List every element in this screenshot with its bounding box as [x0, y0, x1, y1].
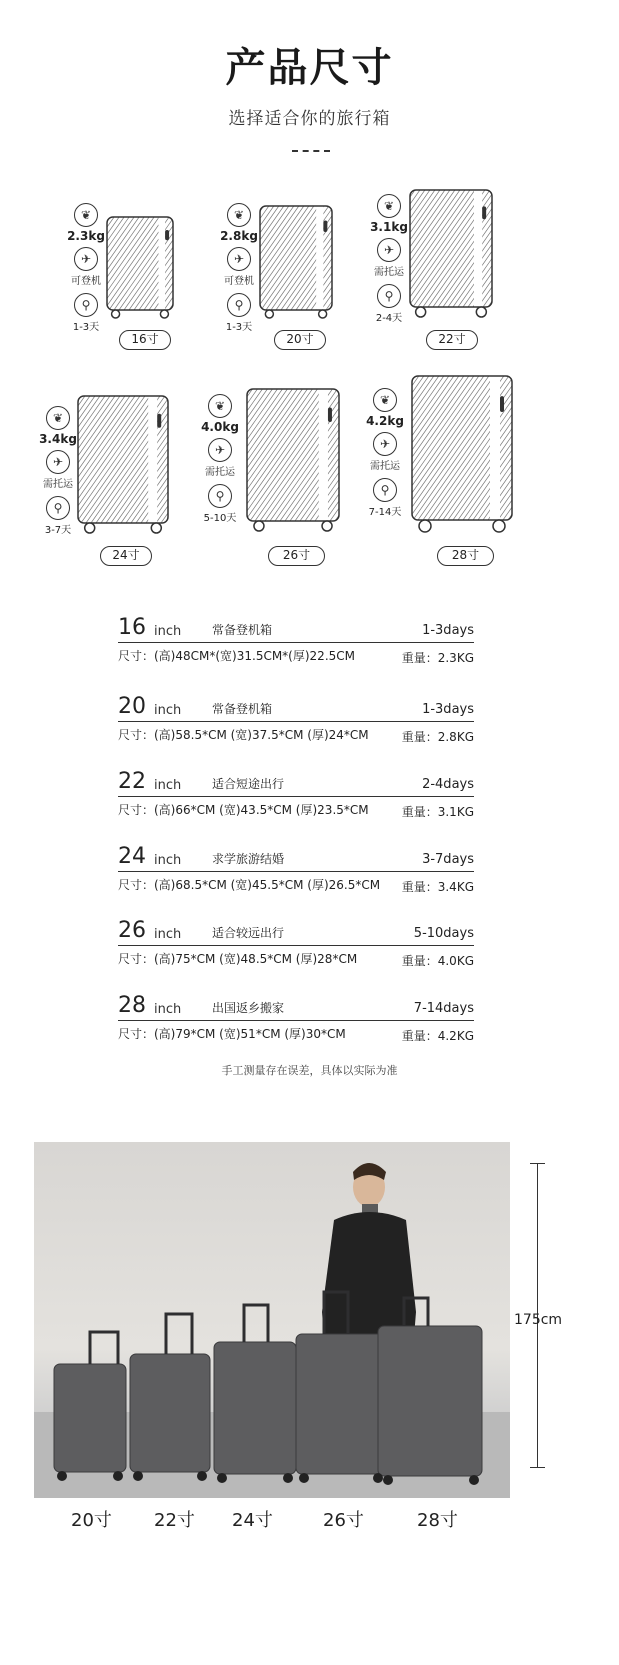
spec-header: [118, 695, 474, 722]
leaf-weight-icon: ❦: [46, 406, 70, 430]
luggage-weight: 4.0kg: [201, 420, 239, 434]
height-scale-bottom-tick: [530, 1467, 545, 1468]
spec-dimensions: 尺寸：(高)66*CM (宽)43.5*CM (厚)23.5*CM: [118, 803, 369, 817]
leaf-weight-icon: ❦: [227, 203, 251, 227]
luggage-days: 1-3天: [72, 322, 100, 333]
spec-usage: 常备登机箱: [212, 702, 273, 716]
spec-usage: 出国返乡搬家: [212, 1001, 285, 1015]
luggage-cart-icon: ✈: [373, 432, 397, 456]
leaf-weight-icon: ❦: [373, 388, 397, 412]
luggage-days: 3-7天: [44, 525, 72, 536]
leaf-weight-icon: ❦: [208, 394, 232, 418]
photo-size-label: 28寸: [417, 1510, 458, 1531]
spec-size: 22: [118, 769, 146, 794]
leaf-weight-icon: ❦: [377, 194, 401, 218]
traveler-icon: ⚲: [373, 478, 397, 502]
size-pill: 16寸: [119, 330, 171, 350]
spec-size: 16: [118, 615, 146, 640]
spec-unit: inch: [154, 1002, 182, 1017]
photo-size-label: 22寸: [154, 1510, 195, 1531]
spec-weight: 重量：3.1KG: [401, 805, 474, 819]
luggage-days: 7-14天: [368, 507, 402, 518]
luggage-type: 需托运: [374, 267, 404, 278]
traveler-icon: ⚲: [377, 284, 401, 308]
luggage-type: 可登机: [71, 276, 101, 287]
spec-weight: 重量：2.3KG: [401, 651, 474, 665]
luggage-type: 可登机: [224, 276, 254, 287]
spec-days: 3-7days: [422, 852, 474, 867]
spec-unit: inch: [154, 703, 182, 718]
luggage-type: 需托运: [370, 461, 400, 472]
luggage-days: 1-3天: [225, 322, 253, 333]
spec-header: [118, 994, 474, 1021]
height-scale-top-tick: [530, 1163, 545, 1164]
spec-usage: 适合短途出行: [212, 777, 285, 791]
measurement-note: 手工测量存在误差，具体以实际为准: [221, 1064, 398, 1077]
luggage-weight: 3.4kg: [39, 432, 77, 446]
spec-header: [118, 845, 474, 872]
luggage-days: 5-10天: [203, 513, 237, 524]
spec-weight: 重量：3.4KG: [401, 880, 474, 894]
luggage-info: [365, 388, 405, 518]
photo-size-label: 26寸: [323, 1510, 364, 1531]
size-pill: 24寸: [100, 546, 152, 566]
spec-usage: 求学旅游结婚: [212, 852, 285, 866]
luggage-type: 需托运: [205, 467, 235, 478]
height-label: 175cm: [514, 1312, 563, 1328]
spec-details: [118, 797, 474, 819]
spec-weight: 重量：4.2KG: [401, 1029, 474, 1043]
luggage-info: [38, 406, 78, 536]
luggage-weight: 2.8kg: [220, 229, 258, 243]
spec-details: [118, 1021, 474, 1043]
size-pill: 26寸: [268, 546, 325, 566]
spec-row: [118, 616, 474, 665]
traveler-icon: ⚲: [227, 293, 251, 317]
spec-header: [118, 919, 474, 946]
spec-unit: inch: [154, 853, 182, 868]
spec-details: [118, 872, 474, 894]
luggage-lineup-photo: [34, 1142, 510, 1498]
spec-row: [118, 845, 474, 894]
spec-usage: 适合较远出行: [212, 926, 285, 940]
spec-days: 7-14days: [413, 1001, 474, 1016]
luggage-cart-icon: ✈: [74, 247, 98, 271]
traveler-icon: ⚲: [46, 496, 70, 520]
spec-dimensions: 尺寸：(高)58.5*CM (宽)37.5*CM (厚)24*CM: [118, 728, 369, 742]
spec-dimensions: 尺寸：(高)75*CM (宽)48.5*CM (厚)28*CM: [118, 952, 358, 966]
lineup-illustration: [34, 1142, 510, 1498]
spec-unit: inch: [154, 927, 182, 942]
spec-row: [118, 695, 474, 744]
luggage-cart-icon: ✈: [208, 438, 232, 462]
size-pill: 20寸: [274, 330, 326, 350]
luggage-info: [200, 394, 240, 524]
luggage-days: 2-4天: [375, 313, 403, 324]
spec-days: 1-3days: [422, 623, 474, 638]
spec-dimensions: 尺寸：(高)79*CM (宽)51*CM (厚)30*CM: [118, 1027, 346, 1041]
spec-size: 26: [118, 918, 146, 943]
luggage-weight: 4.2kg: [366, 414, 404, 428]
spec-details: [118, 643, 474, 665]
spec-weight: 重量：2.8KG: [401, 730, 474, 744]
size-pill: 22寸: [426, 330, 478, 350]
spec-unit: inch: [154, 778, 182, 793]
spec-dimensions: 尺寸：(高)48CM*(宽)31.5CM*(厚)22.5CM: [118, 649, 355, 663]
size-pill: 28寸: [437, 546, 494, 566]
spec-days: 1-3days: [422, 702, 474, 717]
photo-size-label: 24寸: [232, 1510, 273, 1531]
spec-row: [118, 770, 474, 819]
page-title: 产品尺寸: [225, 45, 394, 91]
traveler-icon: ⚲: [74, 293, 98, 317]
spec-row: [118, 994, 474, 1043]
luggage-cart-icon: ✈: [46, 450, 70, 474]
spec-days: 2-4days: [422, 777, 474, 792]
photo-size-label: 20寸: [71, 1510, 112, 1531]
spec-days: 5-10days: [413, 926, 474, 941]
spec-size: 20: [118, 694, 146, 719]
spec-header: [118, 770, 474, 797]
traveler-icon: ⚲: [208, 484, 232, 508]
luggage-weight: 3.1kg: [370, 220, 408, 234]
spec-header: [118, 616, 474, 643]
luggage-weight: 2.3kg: [67, 229, 105, 243]
luggage-cart-icon: ✈: [377, 238, 401, 262]
spec-size: 28: [118, 993, 146, 1018]
spec-row: [118, 919, 474, 968]
spec-details: [118, 946, 474, 968]
spec-weight: 重量：4.0KG: [401, 954, 474, 968]
luggage-type: 需托运: [43, 479, 73, 490]
luggage-info: [66, 203, 106, 333]
spec-dimensions: 尺寸：(高)68.5*CM (宽)45.5*CM (厚)26.5*CM: [118, 878, 381, 892]
luggage-cart-icon: ✈: [227, 247, 251, 271]
spec-size: 24: [118, 844, 146, 869]
spec-unit: inch: [154, 624, 182, 639]
spec-details: [118, 722, 474, 744]
leaf-weight-icon: ❦: [74, 203, 98, 227]
luggage-info: [369, 194, 409, 324]
page-subtitle: 选择适合你的旅行箱: [228, 109, 391, 129]
spec-usage: 常备登机箱: [212, 623, 273, 637]
title-divider: [292, 150, 330, 152]
luggage-info: [219, 203, 259, 333]
